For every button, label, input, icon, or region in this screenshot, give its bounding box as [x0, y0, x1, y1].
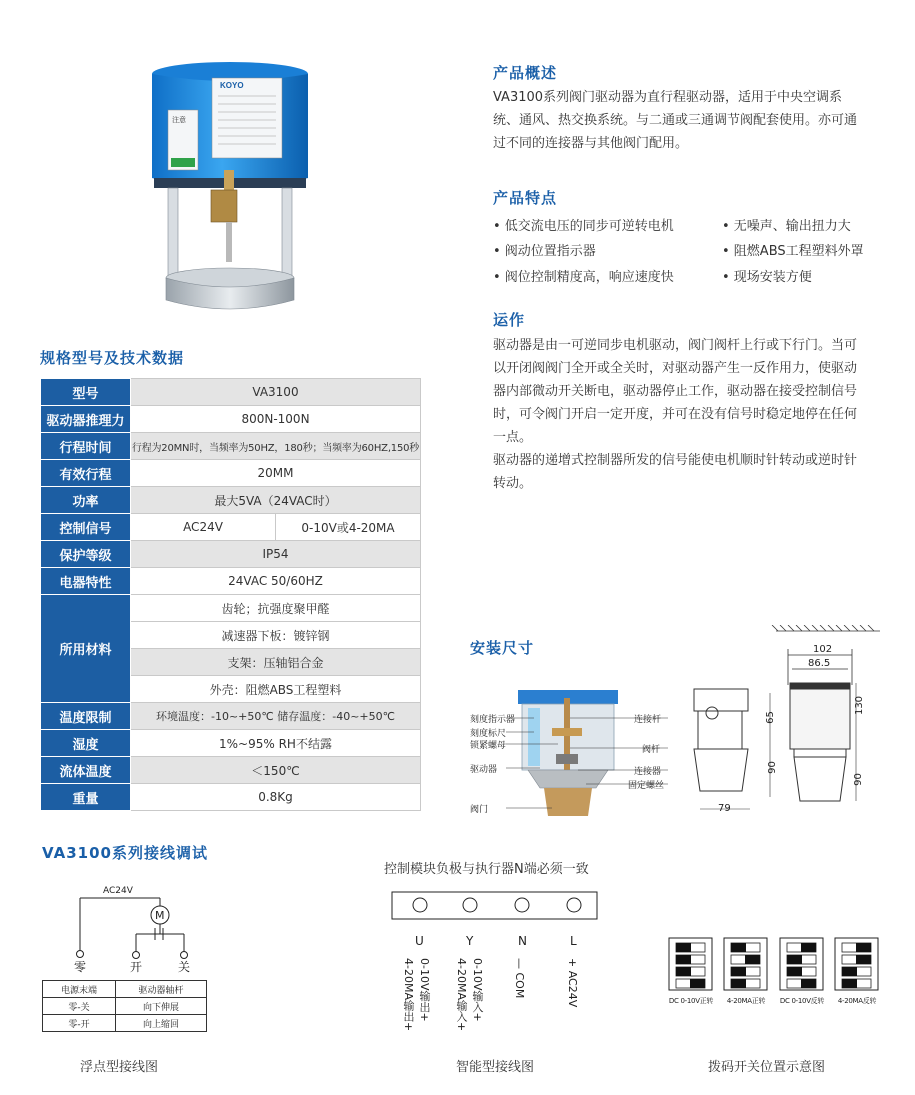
feature-item: • 无噪声、输出扭力大	[722, 219, 851, 234]
spec-value: 800N-100N	[131, 406, 421, 433]
spec-label: 所用材料	[41, 595, 131, 703]
install-label: 锁紧螺母	[470, 741, 507, 751]
terminal-l: L	[570, 934, 577, 948]
side-label: 注意	[172, 116, 186, 124]
dim-79: 79	[718, 803, 731, 814]
table-cell: 零-关	[43, 998, 116, 1015]
feature-item: • 现场安装方便	[722, 270, 812, 285]
dip-mode-label: DC 0-10V正转	[668, 997, 714, 1005]
spec-label: 电器特性	[41, 568, 131, 595]
install-label: 刻度标尺	[470, 729, 507, 739]
spec-label: 保护等级	[41, 541, 131, 568]
float-wiring-diagram	[60, 888, 210, 968]
install-label: 连接杆	[634, 715, 662, 725]
install-label: 驱动器	[470, 765, 498, 775]
feature-item: • 低交流电压的同步可逆转电机	[493, 219, 674, 234]
spec-label: 型号	[41, 379, 131, 406]
spec-value: 1%~95% RH不结露	[131, 730, 421, 757]
operation-title: 运作	[493, 311, 526, 329]
operation-line: 转动。	[493, 476, 533, 491]
table-row	[41, 703, 421, 730]
smart-note: 控制模块负极与执行器N端必须一致	[384, 862, 589, 877]
terminal-block	[390, 890, 600, 922]
spec-label: 温度限制	[41, 703, 131, 730]
table-row	[41, 406, 421, 433]
feature-item: • 阀位控制精度高，响应速度快	[493, 270, 674, 285]
install-label: 刻度指示器	[470, 715, 516, 725]
spec-value: IP54	[131, 541, 421, 568]
dim-90-right: 90	[852, 773, 864, 786]
terminal-n: N	[518, 934, 527, 948]
overview-title: 产品概述	[493, 64, 558, 82]
dimension-drawing	[690, 625, 890, 825]
spec-label: 功率	[41, 487, 131, 514]
spec-value: 支架：压轴铝合金	[131, 649, 421, 676]
table-row	[43, 998, 207, 1015]
spec-label: 行程时间	[41, 433, 131, 460]
operation-line: 以开闭阀阀门全开或全关时，对驱动器产生一反作用力，使驱动	[493, 361, 858, 376]
terminal-l-desc: + AC24V	[566, 958, 579, 1008]
table-row	[41, 595, 421, 622]
table-cell: 电源末端	[43, 981, 116, 998]
dim-65: 65	[764, 711, 776, 724]
dim-102: 102	[813, 644, 833, 655]
features-title: 产品特点	[493, 189, 558, 207]
float-wiring-table	[42, 980, 207, 1032]
install-title: 安装尺寸	[470, 639, 535, 657]
overview-text	[493, 86, 893, 155]
terminal-y: Y	[466, 934, 474, 948]
table-cell: 向上缩回	[116, 1015, 207, 1032]
float-caption: 浮点型接线图	[80, 1060, 159, 1075]
table-row	[41, 433, 421, 460]
feature-item: • 阻燃ABS工程塑料外罩	[722, 244, 864, 259]
feature-item: • 阀动位置指示器	[493, 244, 596, 259]
terminal-open: 开	[130, 960, 143, 974]
terminal-zero: 零	[74, 960, 87, 974]
spec-label: 重量	[41, 784, 131, 811]
install-label: 阀门	[470, 805, 489, 815]
table-cell: 零-开	[43, 1015, 116, 1032]
terminal-y-desc: 0-10V输入+ 4-20MA输入+	[455, 958, 484, 1032]
terminal-u-desc: 0-10V输出+ 4-20MA输出+	[402, 958, 431, 1032]
overview-line: VA3100系列阀门驱动器为直行程驱动器，适用于中央空调系	[493, 90, 843, 105]
dim-90-left: 90	[766, 761, 778, 774]
table-row	[41, 379, 421, 406]
table-row	[41, 757, 421, 784]
table-row	[41, 730, 421, 757]
spec-value: 减速器下板：镀锌钢	[131, 622, 421, 649]
install-label: 连接器	[634, 767, 662, 777]
terminal-u: U	[415, 934, 424, 948]
operation-line: 驱动器的递增式控制器所发的信号能使电机顺时针转动或逆时针	[493, 453, 858, 468]
spec-table	[40, 378, 421, 811]
brand-logo: KOYO	[220, 81, 244, 90]
dim-130: 130	[854, 695, 866, 716]
operation-text	[493, 334, 893, 495]
spec-label: 驱动器推理力	[41, 406, 131, 433]
spec-value: AC24V	[131, 514, 276, 541]
dip-mode-label: 4-20MA反转	[837, 997, 877, 1005]
dim-86-5: 86.5	[808, 658, 831, 669]
product-image	[140, 60, 325, 315]
operation-line: 驱动器是由一可逆同步电机驱动，阀门阀杆上行或下行门。当可	[493, 338, 858, 353]
dip-mode-label: DC 0-10V反转	[779, 997, 825, 1005]
table-row	[41, 541, 421, 568]
overview-line: 统、通风、热交换系统。与二通或三通调节阀配套使用。亦可通	[493, 113, 858, 128]
spec-value: 环境温度：-10~+50℃ 储存温度：-40~+50℃	[131, 703, 421, 730]
spec-label: 流体温度	[41, 757, 131, 784]
spec-value: 0-10V或4-20MA	[276, 514, 421, 541]
spec-label: 控制信号	[41, 514, 131, 541]
table-row	[41, 460, 421, 487]
dip-switch-diagram	[668, 937, 880, 993]
supply-label: AC24V	[103, 886, 133, 896]
table-cell: 向下伸展	[116, 998, 207, 1015]
terminal-n-desc: — COM	[513, 958, 526, 999]
dip-mode-label: 4-20MA正转	[726, 997, 766, 1005]
spec-value: VA3100	[131, 379, 421, 406]
motor-icon: M	[155, 909, 165, 922]
overview-line: 过不同的连接器与其他阀门配用。	[493, 136, 689, 151]
table-row	[41, 784, 421, 811]
spec-value: 最大5VA（24VAC时）	[131, 487, 421, 514]
spec-label: 有效行程	[41, 460, 131, 487]
spec-title: 规格型号及技术数据	[40, 349, 185, 367]
smart-caption: 智能型接线图	[456, 1060, 535, 1075]
spec-value: 20MM	[131, 460, 421, 487]
spec-value: 齿轮；抗强度聚甲醛	[131, 595, 421, 622]
operation-line: 时，可令阀门开启一定开度，并可在没有信号时稳定地停在任何	[493, 407, 858, 422]
table-row	[41, 514, 421, 541]
spec-value: 外壳：阻燃ABS工程塑料	[131, 676, 421, 703]
operation-line: 一点。	[493, 430, 533, 445]
table-row	[43, 1015, 207, 1032]
install-label: 固定螺丝	[628, 781, 665, 791]
table-cell: 驱动器轴杆	[116, 981, 207, 998]
wiring-title: VA3100系列接线调试	[42, 844, 208, 862]
spec-value: ＜150℃	[131, 757, 421, 784]
dip-caption: 拨码开关位置示意图	[708, 1060, 826, 1075]
table-row	[41, 568, 421, 595]
terminal-close: 关	[178, 960, 191, 974]
spec-value: 0.8Kg	[131, 784, 421, 811]
spec-value: 行程为20MN时，当频率为50HZ，180秒；当频率为60HZ,150秒	[131, 433, 421, 460]
table-row	[43, 981, 207, 998]
install-label: 阀杆	[642, 745, 661, 755]
operation-line: 器内部微动开关断电，驱动器停止工作，驱动器在接受控制信号	[493, 384, 858, 399]
spec-label: 湿度	[41, 730, 131, 757]
spec-value: 24VAC 50/60HZ	[131, 568, 421, 595]
table-row	[41, 487, 421, 514]
